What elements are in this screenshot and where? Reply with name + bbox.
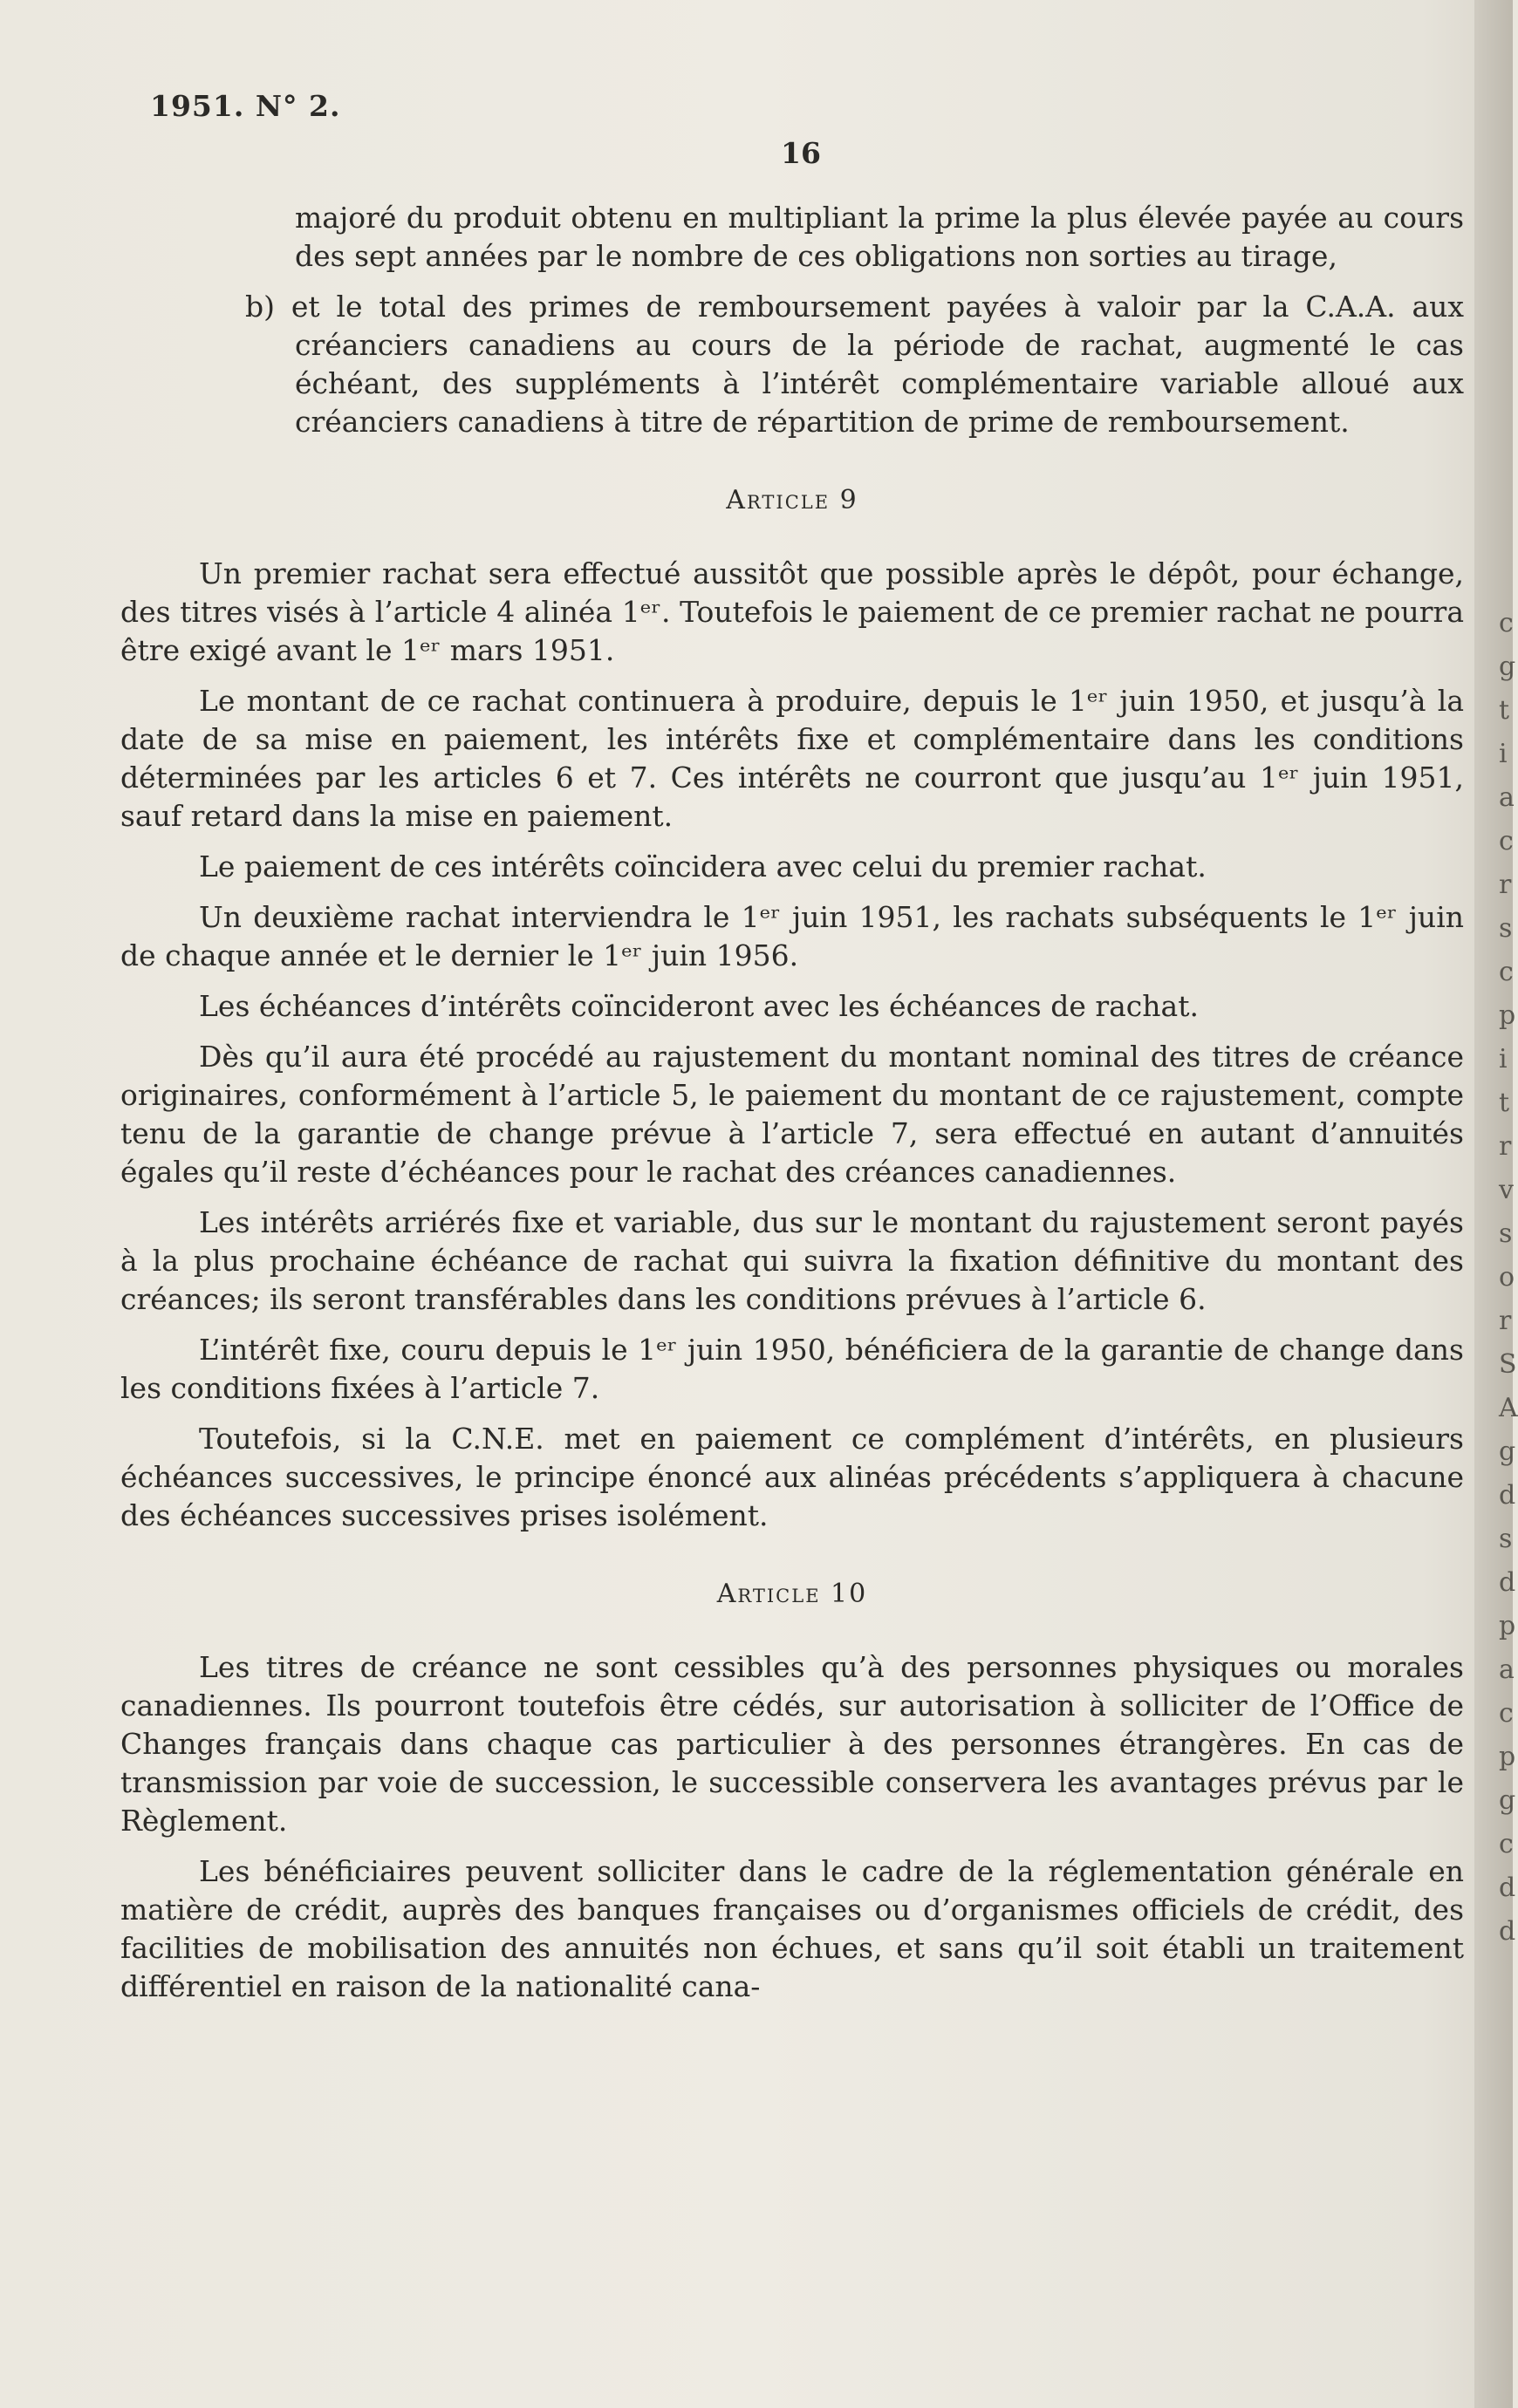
margin-letter: A — [1499, 1393, 1518, 1423]
paragraph: L’intérêt fixe, couru depuis le 1ᵉʳ juin 1950, bénéficiera de la garantie de change dans les conditions fixées à l’article 7. — [120, 1333, 1464, 1405]
margin-letter: s — [1499, 1524, 1513, 1554]
margin-letter: S — [1499, 1349, 1517, 1380]
margin-letter: d — [1499, 1480, 1516, 1511]
margin-letter: g — [1499, 1436, 1516, 1467]
body-text — [120, 199, 1464, 2018]
margin-letter: g — [1499, 651, 1516, 682]
margin-letter: s — [1499, 913, 1513, 944]
paragraph: Les intérêts arriérés fixe et variable, dus sur le montant du rajustement seront payés à la plus prochaine échéance de rachat qui suivra la fixation définitive du montant des créances; ils seront transférables dans les conditions prévues à l’article 6. — [120, 1205, 1464, 1316]
margin-letter: s — [1499, 1218, 1513, 1249]
margin-letter: c — [1499, 826, 1514, 856]
list-item-b: b) et le total des primes de remboursement payées à valoir par la C.A.A. aux créanciers canadiens au cours de la période de rachat, augmenté le cas échéant, des suppléments à l’intérêt complémentaire variable alloué aux créanciers canadiens à titre de répartition de prime de remboursement. — [245, 290, 1464, 439]
paragraph: Les bénéficiaires peuvent solliciter dans le cadre de la réglementation générale en matière de crédit, auprès des banques françaises ou d’organismes officiels de crédit, des facilities de mobilisation des annuités non échues, et sans qu’il soit établi un traitement différentiel en raison de la nationalité cana- — [120, 1854, 1464, 2003]
margin-letter: o — [1499, 1262, 1515, 1293]
paragraph: Le montant de ce rachat continuera à produire, depuis le 1ᵉʳ juin 1950, et jusqu’à la date de sa mise en paiement, les intérêts fixe et complémentaire dans les conditions déterminées par les articles 6 et 7. Ces intérêts ne courront que jusqu’au 1ᵉʳ juin 1951, sauf retard dans la mise en paiement. — [120, 684, 1464, 833]
margin-letter: t — [1499, 695, 1510, 726]
paragraph: Les échéances d’intérêts coïncideront avec les échéances de rachat. — [199, 989, 1199, 1023]
margin-letter: v — [1499, 1175, 1514, 1205]
margin-letter: d — [1499, 1916, 1516, 1947]
margin-letter: p — [1499, 1611, 1516, 1641]
margin-letter: d — [1499, 1873, 1516, 1903]
article-9-heading: Article 9 — [726, 485, 858, 515]
margin-letter: c — [1499, 1698, 1514, 1729]
margin-letter: a — [1499, 782, 1515, 813]
facing-page-margin-letters — [1499, 602, 1518, 1954]
margin-letter: t — [1499, 1088, 1510, 1118]
paragraph: Les titres de créance ne sont cessibles qu’à des personnes physiques ou morales canadiennes. Ils pourront toutefois être cédés, sur autorisation à solliciter de l’Office de Changes français dans chaque cas particulier à des personnes étrangères. En cas de transmission par voie de succession, le successible conservera les avantages prévus par le Règlement. — [120, 1650, 1464, 1838]
margin-letter: p — [1499, 1742, 1516, 1772]
page-number: 16 — [781, 136, 821, 170]
margin-letter: i — [1499, 1044, 1508, 1074]
margin-letter: c — [1499, 1829, 1514, 1859]
margin-letter: p — [1499, 1000, 1516, 1031]
paragraph: Un deuxième rachat interviendra le 1ᵉʳ juin 1951, les rachats subséquents le 1ᵉʳ juin de chaque année et le dernier le 1ᵉʳ juin 1956. — [120, 900, 1464, 972]
margin-letter: c — [1499, 608, 1514, 638]
paragraph: Toutefois, si la C.N.E. met en paiement ce complément d’intérêts, en plusieurs échéances successives, le principe énoncé aux alinéas précédents s’appliquera à chacune des échéances successives prises isolément. — [120, 1422, 1464, 1532]
running-header: 1951. N° 2. — [150, 89, 341, 123]
margin-letter: g — [1499, 1785, 1516, 1816]
margin-letter: i — [1499, 739, 1508, 769]
paragraph: Le paiement de ces intérêts coïncidera avec celui du premier rachat. — [199, 849, 1207, 883]
paragraph: Dès qu’il aura été procédé au rajustement du montant nominal des titres de créance originaires, conformément à l’article 5, le paiement du montant de ce rajustement, compte tenu de la garantie de change prévue à l’article 7, sera effectué en autant d’annuités égales qu’il reste d’échéances pour le rachat des créances canadiennes. — [120, 1040, 1464, 1189]
margin-letter: c — [1499, 957, 1514, 987]
margin-letter: r — [1499, 1131, 1512, 1162]
paragraph: Un premier rachat sera effectué aussitôt que possible après le dépôt, pour échange, des titres visés à l’article 4 alinéa 1ᵉʳ. Toutefois le paiement de ce premier rachat ne pourra être exigé avant le 1ᵉʳ mars 1951. — [120, 556, 1464, 667]
margin-letter: r — [1499, 870, 1512, 900]
margin-letter: a — [1499, 1654, 1515, 1685]
paragraph: majoré du produit obtenu en multipliant la prime la plus élevée payée au cours des sept années par le nombre de ces obligations non sorties au tirage, — [295, 201, 1464, 273]
margin-letter: d — [1499, 1567, 1516, 1598]
margin-letter: r — [1499, 1306, 1512, 1336]
article-10-heading: Article 10 — [716, 1579, 868, 1609]
